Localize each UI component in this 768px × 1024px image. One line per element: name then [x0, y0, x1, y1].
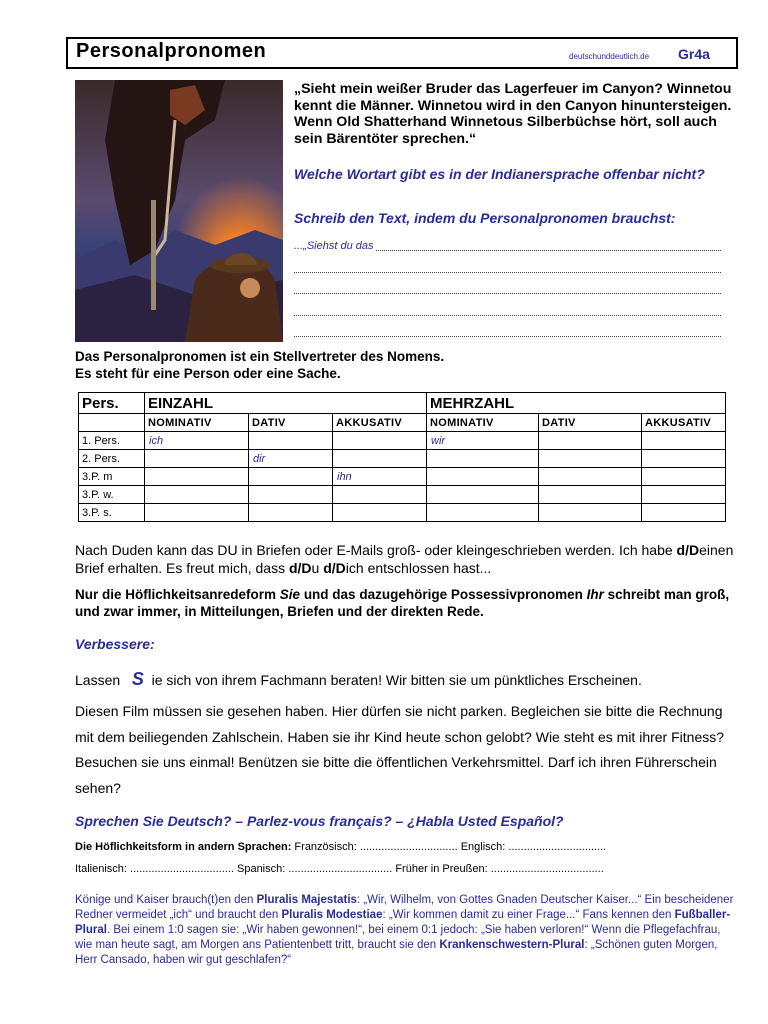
case-header: DATIV	[249, 414, 333, 432]
definition-line: Es steht für eine Person oder eine Sache.	[75, 366, 341, 381]
table-cell[interactable]	[427, 468, 539, 486]
table-cell[interactable]	[333, 450, 427, 468]
table-row	[79, 486, 726, 504]
table-row	[79, 468, 726, 486]
plural-header: MEHRZAHL	[427, 393, 726, 414]
case-header: DATIV	[539, 414, 642, 432]
answer-start: ...„Siehst du das	[294, 240, 374, 252]
winnetou-quote: „Sieht mein weißer Bruder das Lagerfeuer im Canyon? Winnetou kennt die Männer. Winnetou wird in den Canyon hinuntersteigen. Wenn Old Shatterhand Winnetous Silberbüchse hört, soll auch sein Bärentöter sprechen.“	[294, 81, 732, 147]
page-title: Personalpronomen	[76, 40, 267, 62]
exercise-text: Diesen Film müssen sie gesehen haben. Hier dürfen sie nicht parken. Begleichen sie bitte die Rechnung mit dem beiliegenden Zahlschein. Haben sie ihr Kind heute schon gelobt? Wie steht es mit ihrer Fitness? Besuchen sie uns einmal! Benützen sie bitte die öffentlichen Verkehrsmittel. Darf ich ihren Führerschein sehen?	[75, 703, 725, 796]
table-cell[interactable]	[333, 432, 427, 450]
table-cell[interactable]: ihn	[333, 468, 427, 486]
table-cell[interactable]	[249, 432, 333, 450]
hoeflichkeit-rule: Nur die Höflichkeitsanredeform Sie und das dazugehörige Possessivpronomen Ihr schreibt man groß, und zwar immer, in Mitteilungen, Briefen und der direkten Rede.	[75, 587, 730, 619]
row-label: 3.P. m	[79, 468, 145, 486]
table-cell[interactable]	[539, 504, 642, 522]
table-row	[79, 504, 726, 522]
row-label: 2. Pers.	[79, 450, 145, 468]
table-cell[interactable]	[539, 468, 642, 486]
answer-line[interactable]	[294, 272, 721, 273]
definition	[75, 348, 444, 382]
table-cell[interactable]	[249, 486, 333, 504]
table-cell[interactable]	[642, 504, 726, 522]
question-rewrite: Schreib den Text, indem du Personalpronomen brauchst:	[294, 210, 676, 226]
table-cell[interactable]	[145, 486, 249, 504]
grade-label: Gr4a	[678, 46, 710, 62]
pers-header: Pers.	[79, 393, 145, 414]
empty-cell	[79, 414, 145, 432]
table-cell[interactable]	[249, 468, 333, 486]
table-cell[interactable]: ich	[145, 432, 249, 450]
table-cell[interactable]	[249, 504, 333, 522]
table-cell[interactable]	[642, 468, 726, 486]
forms-line-2: Italienisch: .................................. Spanisch: .................................. Früher in Preußen: .....................................	[75, 863, 604, 875]
case-header: AKKUSATIV	[333, 414, 427, 432]
table-cell[interactable]	[427, 504, 539, 522]
answer-line[interactable]	[294, 293, 721, 294]
table-cell[interactable]	[145, 450, 249, 468]
row-label: 3.P. s.	[79, 504, 145, 522]
table-cell[interactable]	[642, 486, 726, 504]
row-label: 3.P. w.	[79, 486, 145, 504]
table-cell[interactable]	[427, 450, 539, 468]
table-cell[interactable]	[427, 486, 539, 504]
corrected-letter: S	[131, 669, 144, 689]
table-cell[interactable]	[333, 504, 427, 522]
definition-line: Das Personalpronomen ist ein Stellvertreter des Nomens.	[75, 349, 445, 364]
pronoun-table	[78, 392, 726, 522]
table-cell[interactable]	[333, 486, 427, 504]
table-cell[interactable]	[145, 468, 249, 486]
example-sentence: Lassen S ie sich von ihrem Fachmann beraten! Wir bitten sie um pünktliches Erscheinen.	[75, 669, 642, 689]
answer-line[interactable]	[294, 336, 721, 337]
website-label: deutschunddeutlich.de	[569, 52, 650, 61]
section-heading-languages: Sprechen Sie Deutsch? – Parlez-vous français? – ¿Habla Usted Español?	[75, 813, 564, 829]
case-header: NOMINATIV	[145, 414, 249, 432]
question-wortart: Welche Wortart gibt es in der Indianersprache offenbar nicht?	[294, 166, 705, 182]
table-cell[interactable]	[539, 432, 642, 450]
singular-header: EINZAHL	[145, 393, 427, 414]
duden-paragraph: Nach Duden kann das DU in Briefen oder E-Mails groß- oder kleingeschrieben werden. Ich habe d/Deinen Brief erhalten. Es freut mich, dass d/Du d/Dich entschlossen hast...	[75, 542, 734, 576]
table-cell[interactable]	[145, 504, 249, 522]
forms-line-1: Die Höflichkeitsform in andern Sprachen: Französisch: ................................ Englisch: ................................	[75, 841, 607, 853]
table-cell[interactable]	[539, 450, 642, 468]
table-cell[interactable]	[539, 486, 642, 504]
table-cell[interactable]	[642, 450, 726, 468]
row-label: 1. Pers.	[79, 432, 145, 450]
table-cell[interactable]: dir	[249, 450, 333, 468]
case-header: NOMINATIV	[427, 414, 539, 432]
section-heading-verbessere: Verbessere:	[75, 636, 155, 652]
answer-line[interactable]	[294, 315, 721, 316]
table-row	[79, 432, 726, 450]
table-cell[interactable]	[642, 432, 726, 450]
table-row	[79, 450, 726, 468]
table-cell[interactable]: wir	[427, 432, 539, 450]
pluralis-paragraph: Könige und Kaiser brauch(t)en den Pluralis Majestatis: „Wir, Wilhelm, von Gottes Gnaden Deutscher Kaiser...“ Ein bescheidener Redner vermeidet „ich“ und braucht den Pluralis Modestiae: „Wir kommen damit zu einer Frage...“ Fans kennen den Fußballer-Plural. Bei einem 1:0 sagen sie: „Wir haben gewonnen!“, bei einem 0:1 jedoch: „Sie haben verloren!“ Wenn die Pflegefachfrau, wie man heute sagt, am Morgen ans Patientenbett tritt, braucht sie den Krankenschwestern-Plural: „Schönen guten Morgen, Herr Cansado, haben wir gut geschlafen?“	[75, 894, 734, 966]
illustration-image	[75, 80, 283, 342]
case-header: AKKUSATIV	[642, 414, 726, 432]
